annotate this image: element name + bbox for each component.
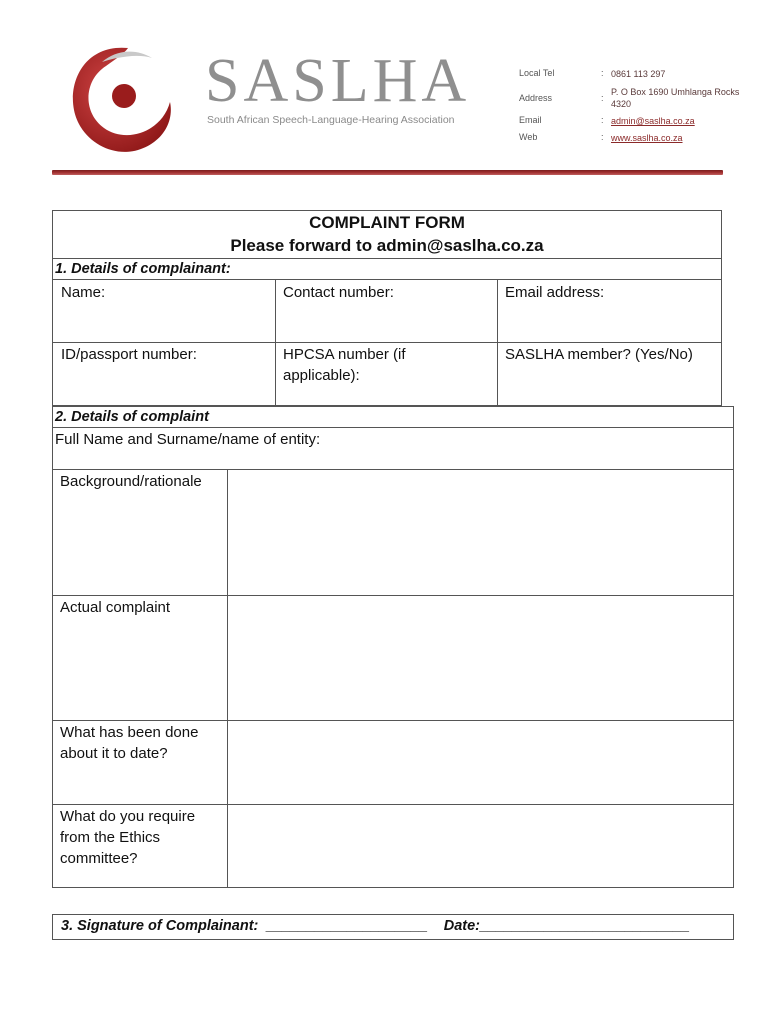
table-border <box>52 342 722 343</box>
signature-blank[interactable]: ____________________ <box>266 918 428 934</box>
table-border <box>52 914 53 940</box>
table-border <box>52 406 53 888</box>
date-blank[interactable]: __________________________ <box>480 918 690 934</box>
table-border <box>52 406 734 407</box>
entity-field[interactable] <box>54 451 733 469</box>
contact-web <box>519 132 751 144</box>
contact-email <box>519 115 751 127</box>
contact-label: Local Tel <box>519 68 555 78</box>
table-border <box>52 914 734 915</box>
contact-local-tel <box>519 68 751 80</box>
contact-address <box>519 86 751 110</box>
background-label: Background/rationale <box>60 473 202 490</box>
require-label: What do you require from the Ethics committee? <box>60 808 196 867</box>
hpcsa-field[interactable] <box>277 388 497 404</box>
table-border <box>52 210 722 211</box>
table-border <box>52 469 734 470</box>
form-title: COMPLAINT FORM <box>309 213 465 232</box>
signature-label: 3. Signature of Complainant: <box>61 918 259 934</box>
table-border <box>497 279 498 406</box>
done-to-date-label: What has been done about it to date? <box>60 724 199 762</box>
contact-separator: : <box>601 132 604 142</box>
table-border <box>52 279 722 280</box>
done-to-date-field[interactable] <box>229 722 733 804</box>
brand-name: SASLHA <box>205 47 471 115</box>
header-divider <box>52 170 723 175</box>
saslha-member-field[interactable] <box>499 368 720 404</box>
signature-row <box>61 918 690 934</box>
table-border <box>52 210 53 406</box>
require-field[interactable] <box>229 806 733 886</box>
date-label: Date: <box>443 918 480 934</box>
brand-subtitle: South African Speech-Language-Hearing Association <box>207 114 455 126</box>
contact-separator: : <box>601 115 604 125</box>
hpcsa-label: HPCSA number (if applicable): <box>283 346 406 384</box>
email-address-label: Email address: <box>505 284 605 301</box>
table-border <box>52 720 734 721</box>
contact-label: Web <box>519 132 538 142</box>
table-border <box>733 914 734 940</box>
name-field[interactable] <box>54 305 274 341</box>
id-passport-field[interactable] <box>54 368 274 404</box>
contact-label: Email <box>519 115 542 125</box>
form-subtitle: Please forward to admin@saslha.co.za <box>230 236 544 255</box>
table-border <box>721 210 722 406</box>
table-border <box>275 279 276 406</box>
contact-value: 0861 113 297 <box>611 69 666 79</box>
name-label: Name: <box>61 284 106 301</box>
table-border <box>733 406 734 888</box>
email-address-field[interactable] <box>499 305 720 341</box>
email-link[interactable]: admin@saslha.co.za <box>611 116 695 126</box>
id-passport-label: ID/passport number: <box>61 346 197 363</box>
table-border <box>52 887 734 888</box>
table-border <box>52 939 734 940</box>
actual-complaint-field[interactable] <box>229 597 733 720</box>
table-border <box>227 469 228 888</box>
table-border <box>52 427 734 428</box>
table-border <box>52 804 734 805</box>
entity-label: Full Name and Surname/name of entity: <box>55 431 321 448</box>
contact-label: Address <box>519 93 553 103</box>
contact-number-label: Contact number: <box>283 284 394 301</box>
web-link[interactable]: www.saslha.co.za <box>611 133 683 143</box>
table-border <box>52 258 722 259</box>
title-box <box>52 210 722 259</box>
saslha-logo <box>66 40 176 160</box>
saslha-member-label: SASLHA member? (Yes/No) <box>505 346 693 363</box>
contact-value: P. O Box 1690 Umhlanga Rocks 4320 <box>611 87 740 109</box>
actual-complaint-label: Actual complaint <box>60 599 171 616</box>
contact-number-field[interactable] <box>277 305 497 341</box>
table-border <box>52 595 734 596</box>
background-field[interactable] <box>229 472 733 595</box>
section1-heading: 1. Details of complainant: <box>55 261 231 277</box>
contact-separator: : <box>601 68 604 78</box>
section2-heading: 2. Details of complaint <box>55 409 209 425</box>
contact-separator: : <box>601 93 604 103</box>
